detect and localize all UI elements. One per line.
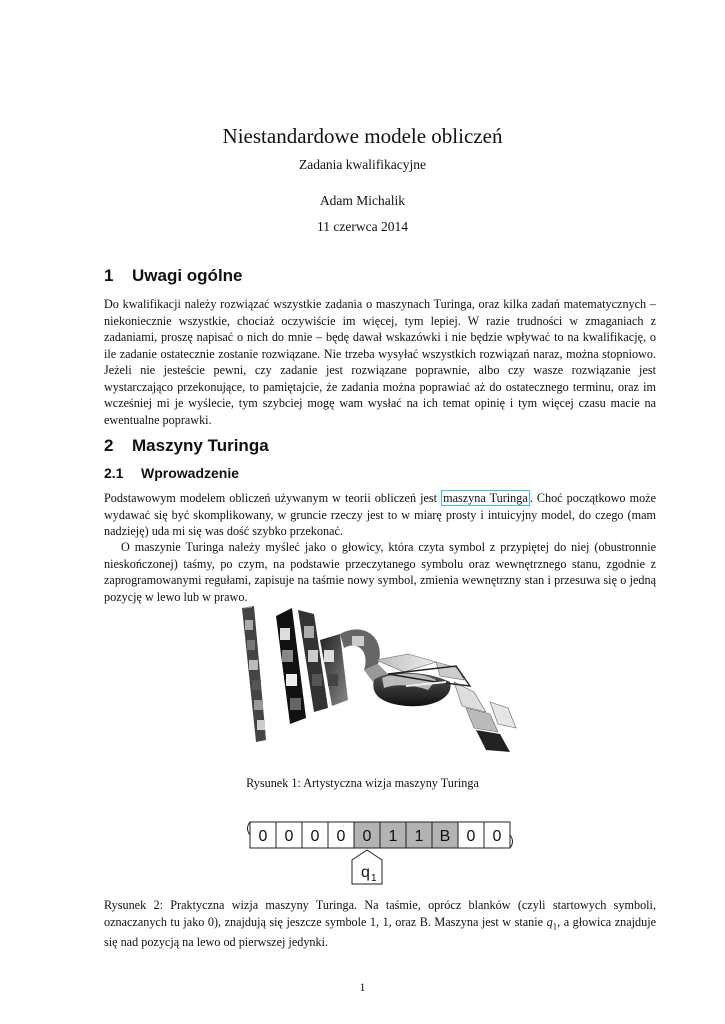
intro-p1-text-before: Podstawowym modelem obliczeń używanym w teorii obliczeń jest: [104, 491, 442, 505]
section-2-number: 2: [104, 436, 114, 455]
figure-2-caption-after: , a głowica znajduje się nad pozycją na lewo od pierwszej jedynki.: [104, 914, 656, 950]
tape-cell-symbol: 0: [258, 828, 268, 845]
section-1-number: 1: [104, 266, 114, 285]
tape-cell-symbol: 0: [492, 828, 502, 845]
figure-2-caption-before: Rysunek 2: Praktyczna wizja maszyny Turinga. Na taśmie, oprócz blanków (czyli startowych symboli, oznaczanych tu jako 0), znajdują się jeszcze symbole 1, 1, oraz B. Maszyna jest w stanie: [104, 898, 656, 929]
tape-cell-symbol: 0: [466, 828, 476, 845]
figure-2-caption: [104, 897, 656, 951]
tape-cell-symbol: 0: [310, 828, 320, 845]
tape-cell-symbol: 1: [414, 828, 424, 845]
turing-machine-link[interactable]: maszyna Turinga: [443, 491, 528, 505]
intro-paragraph-1: [104, 490, 656, 540]
figure-1-caption: Rysunek 1: Artystyczna wizja maszyny Turinga: [246, 776, 479, 790]
paper-date: 11 czerwca 2014: [317, 219, 408, 234]
section-2-heading: [104, 436, 269, 456]
section-1-heading: [104, 266, 243, 286]
section-1-paragraph: Do kwalifikacji należy rozwiązać wszystkie zadania o maszynach Turinga, oraz kilka zadań matematycznych – niekoniecznie wszystkie, chociaż oczywiście im więcej, tym lepiej. W razie trudności w zmaganiach z zadaniami, proszę napisać o nich do mnie – będę dawał wskazówki i nie będzie wpływać to na kwalifikację, o ile zadanie ostatecznie zostanie rozwiązane. Nie trzeba wysyłać wszystkich rozwiązań naraz, można stopniowo. Jeżeli nie jesteście pewni, czy zadanie jest rozwiązane poprawnie, albo czy wasze rozwiązanie jest wystarczająco przekonujące, to pamiętajcie, że zadania można poprawiać aż do ostatecznego terminu, oraz im wcześniej mi je wyślecie, tym szybciej mogę wam wysłać na ich temat opinię i tym więcej czasu macie na ewentualne poprawki.: [104, 297, 656, 427]
turing-machine-artistic-figure: [236, 600, 526, 765]
subsection-2-1-number: 2.1: [104, 465, 124, 481]
figure-2-caption-state: q: [546, 914, 553, 929]
tape-cell-symbol: 1: [388, 828, 398, 845]
figure-2-caption-state-sub: 1: [552, 920, 558, 931]
tape-coil-left: [242, 606, 328, 742]
page-number: 1: [359, 980, 366, 994]
section-1-title: Uwagi ogólne: [132, 266, 243, 285]
tape-cell-symbol: B: [439, 828, 451, 845]
intro-paragraph-2: O maszynie Turinga należy myśleć jako o głowicy, która czyta symbol z przypiętej do niej (obustronnie nieskończonej) taśmy, po czym, na podstawie przeczytanego symbolu oraz wewnętrznego stanu, zgodnie z zaprogramowanymi regułami, zapisuje na taśmie nowy symbol, zmienia wewnętrzny stan i przesuwa się o jedną pozycję w lewo lub w prawo.: [104, 540, 656, 604]
subsection-2-1-heading: [104, 465, 239, 481]
tape-cell-symbol: 0: [362, 828, 372, 845]
paper-author: Adam Michalik: [319, 193, 406, 208]
paper-title: Niestandardowe modele obliczeń: [222, 124, 503, 148]
subsection-2-1-title: Wprowadzenie: [141, 465, 240, 481]
paper-subtitle: Zadania kwalifikacyjne: [298, 157, 427, 172]
machine-head-state-subscript: 1: [371, 873, 377, 884]
intro-p1-text-after: . Choć początkowo może wydawać się być skomplikowany, w gruncie rzeczy jest to w miarę prosty i intuicyjny model, do czego (mam nadzieję) uda mi się was dość szybko przekonać.: [104, 491, 656, 538]
section-2-title: Maszyny Turinga: [132, 436, 269, 455]
machine-head-state: q: [361, 864, 370, 881]
turing-tape-diagram: [240, 818, 520, 886]
tape-cell-symbol: 0: [336, 828, 346, 845]
tape-cell-symbol: 0: [284, 828, 294, 845]
